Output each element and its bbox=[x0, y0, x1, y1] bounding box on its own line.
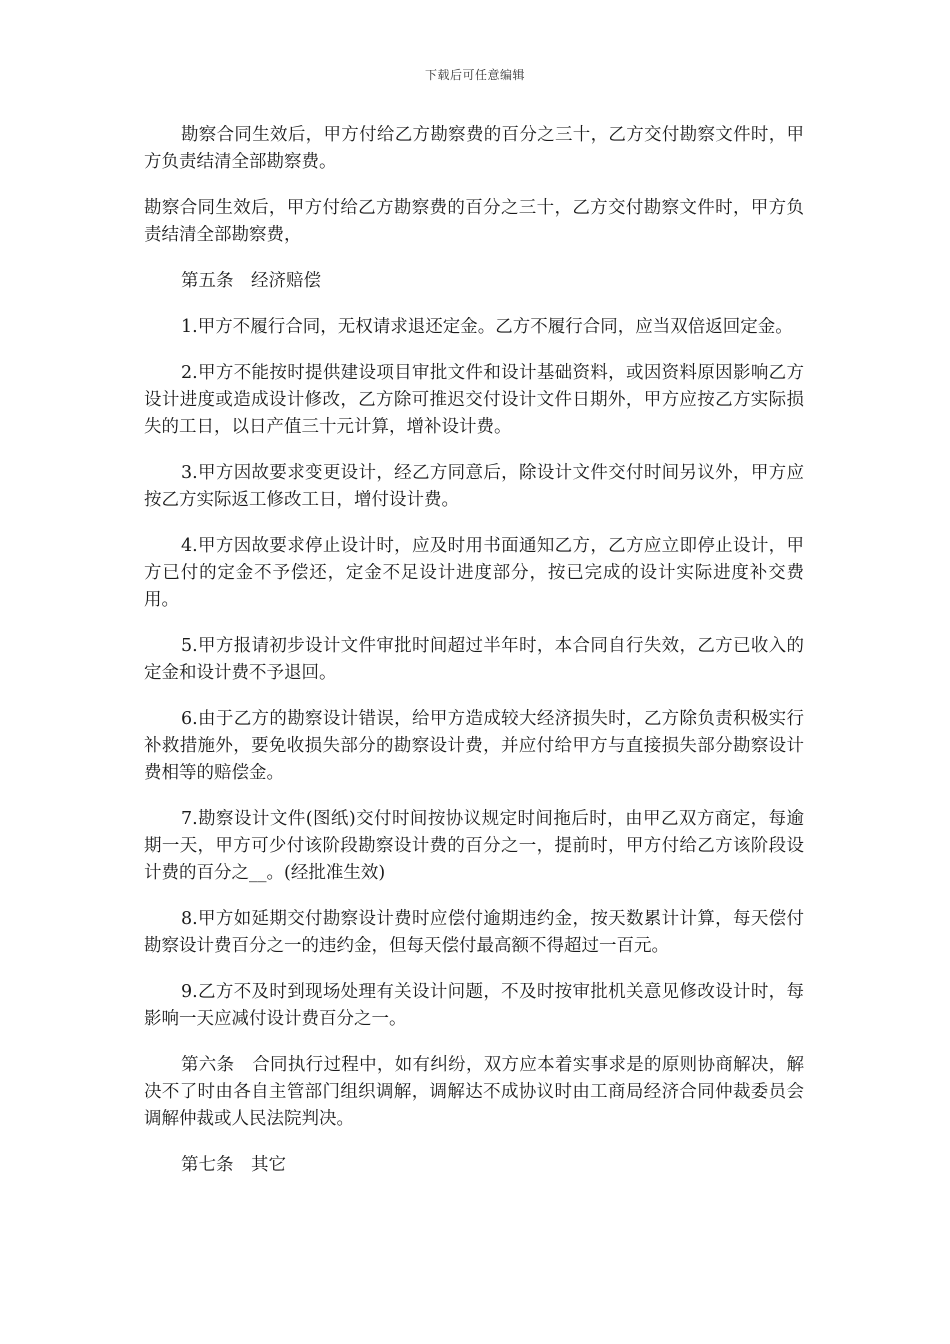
clause-item-2: 2.甲方不能按时提供建设项目审批文件和设计基础资料，或因资料原因影响乙方设计进度或造成设计修改，乙方除可推迟交付设计文件日期外，甲方应按乙方实际损失的工日，以日产值三十元计算，增补设计费。 bbox=[144, 363, 804, 437]
clause-item-7: 7.勘察设计文件(图纸)交付时间按协议规定时间拖后时，由甲乙双方商定，每逾期一天，甲方可少付该阶段勘察设计费的百分之一，提前时，甲方付给乙方该阶段设计费的百分之__。(经批准生效) bbox=[144, 809, 804, 883]
clause-item-6: 6.由于乙方的勘察设计错误，给甲方造成较大经济损失时，乙方除负责积极实行补救措施外，要免收损失部分的勘察设计费，并应付给甲方与直接损失部分勘察设计费相等的赔偿金。 bbox=[144, 709, 804, 783]
article-6-dispute: 第六条 合同执行过程中，如有纠纷，双方应本着实事求是的原则协商解决，解决不了时由各自主管部门组织调解，调解达不成协议时由工商局经济合同仲裁委员会调解仲裁或人民法院判决。 bbox=[144, 1055, 804, 1129]
paragraph-payment-1: 勘察合同生效后，甲方付给乙方勘察费的百分之三十，乙方交付勘察文件时，甲方负责结清全部勘察费。 bbox=[144, 125, 804, 172]
section-heading-article-7: 第七条 其它 bbox=[181, 1155, 286, 1175]
clause-item-9: 9.乙方不及时到现场处理有关设计问题，不及时按审批机关意见修改设计时，每影响一天应减付设计费百分之一。 bbox=[144, 982, 804, 1029]
clause-item-1: 1.甲方不履行合同，无权请求退还定金。乙方不履行合同，应当双倍返回定金。 bbox=[181, 317, 793, 337]
clause-item-4: 4.甲方因故要求停止设计时，应及时用书面通知乙方，乙方应立即停止设计，甲方已付的定金不予偿还，定金不足设计进度部分，按已完成的设计实际进度补交费用。 bbox=[144, 536, 804, 610]
clause-item-8: 8.甲方如延期交付勘察设计费时应偿付逾期违约金，按天数累计计算，每天偿付勘察设计费百分之一的违约金，但每天偿付最高额不得超过一百元。 bbox=[144, 909, 804, 956]
clause-item-5: 5.甲方报请初步设计文件审批时间超过半年时，本合同自行失效，乙方已收入的定金和设计费不予退回。 bbox=[144, 636, 804, 683]
section-heading-article-5: 第五条 经济赔偿 bbox=[181, 271, 321, 291]
header-note: 下载后可任意编辑 bbox=[424, 68, 525, 82]
paragraph-payment-2: 勘察合同生效后，甲方付给乙方勘察费的百分之三十，乙方交付勘察文件时，甲方负责结清全部勘察费， bbox=[144, 198, 804, 245]
clause-item-3: 3.甲方因故要求变更设计，经乙方同意后，除设计文件交付时间另议外，甲方应按乙方实际返工修改工日，增付设计费。 bbox=[144, 463, 804, 510]
document-body bbox=[144, 122, 804, 1198]
